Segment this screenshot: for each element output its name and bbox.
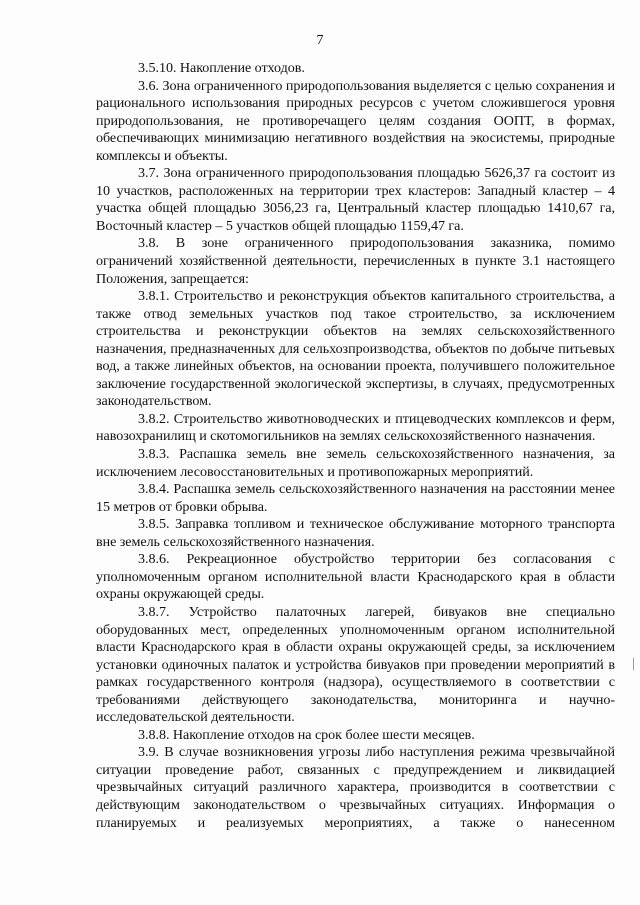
paragraph-3-8-8: 3.8.8. Накопление отходов на срок более шести месяцев. — [138, 726, 475, 743]
paragraph-3-9: 3.9. В случае возникновения угрозы либо наступления режима чрезвычайной ситуации проведение работ, связанных с предупреждением и ликвидацией чрезвычайных ситуаций различного характера, производится в соответствии с действующим законодательством о чрезвычайных ситуациях. Информация о планируемых и реализуемых мероприятиях, а также о нанесенном — [96, 744, 615, 831]
paragraph-3-6: 3.6. Зона ограниченного природопользования выделяется с целью сохранения и рационального использования природных ресурсов с учетом сложившегося уровня природопользования, не противоречащего целям создания ООПТ, в формах, обеспечивающих минимизацию негативного воздействия на экосистемы, природные комплексы и объекты. — [96, 77, 615, 164]
document-body — [96, 60, 615, 832]
paragraph-3-8-2: 3.8.2. Строительство животноводческих и птицеводческих комплексов и ферм, навозохранилищ и скотомогильников на землях сельскохозяйственного назначения. — [96, 410, 615, 445]
paragraph-3-8-3: 3.8.3. Распашка земель вне земель сельскохозяйственного назначения, за исключением лесовосстановительных и противопожарных мероприятий. — [96, 446, 615, 480]
page-number: 7 — [316, 33, 324, 48]
paragraph-3-8-6: 3.8.6. Рекреационное обустройство территории без согласования с уполномоченным органом исполнительной власти Краснодарского края в области охраны окружающей среды. — [96, 551, 615, 603]
paragraph-3-8: 3.8. В зоне ограниченного природопользования заказника, помимо ограничений хозяйственной деятельности, перечисленных в пункте 3.1 настоящего Положения, запрещается: — [96, 235, 615, 287]
paragraph-3-8-4: 3.8.4. Распашка земель сельскохозяйственного назначения на расстоянии менее 15 метров от бровки обрыва. — [96, 481, 615, 515]
margin-scan-mark — [633, 658, 634, 670]
paragraph-3-8-5: 3.8.5. Заправка топливом и техническое обслуживание моторного транспорта вне земель сельскохозяйственного назначения. — [96, 516, 615, 550]
paragraph-3-7: 3.7. Зона ограниченного природопользования площадью 5626,37 га состоит из 10 участков, расположенных на территории трех кластеров: Западный кластер – 4 участка общей площадью 3056,23 га, Центральный кластер площадью 1410,67 га, Восточный кластер – 5 участков общей площадью 1159,47 га. — [96, 165, 615, 234]
paragraph-3-8-1: 3.8.1. Строительство и реконструкция объектов капитального строительства, а также отвод земельных участков под такое строительство, за исключением строительства и реконструкции объектов на землях сельскохозяйственного назначения, предназначенных для сельхозпроизводства, объектов по добыче питьевых вод, а также линейных объектов, на основании проекта, получившего положительное заключение государственной экологической экспертизы, в случаях, предусмотренных законодательством. — [96, 288, 615, 410]
paragraph-3-8-7: 3.8.7. Устройство палаточных лагерей, бивуаков вне специально оборудованных мест, определенных уполномоченным органом исполнительной власти Краснодарского края в области охраны окружающей среды, за исключением установки одиночных палаток и устройства бивуаков при проведении мероприятий в рамках государственного контроля (надзора), осуществляемого в соответствии с требованиями действующего законодательства, мониторинга и научно-исследовательской деятельности. — [96, 603, 615, 726]
paragraph-3-5-10: 3.5.10. Накопление отходов. — [138, 60, 305, 76]
